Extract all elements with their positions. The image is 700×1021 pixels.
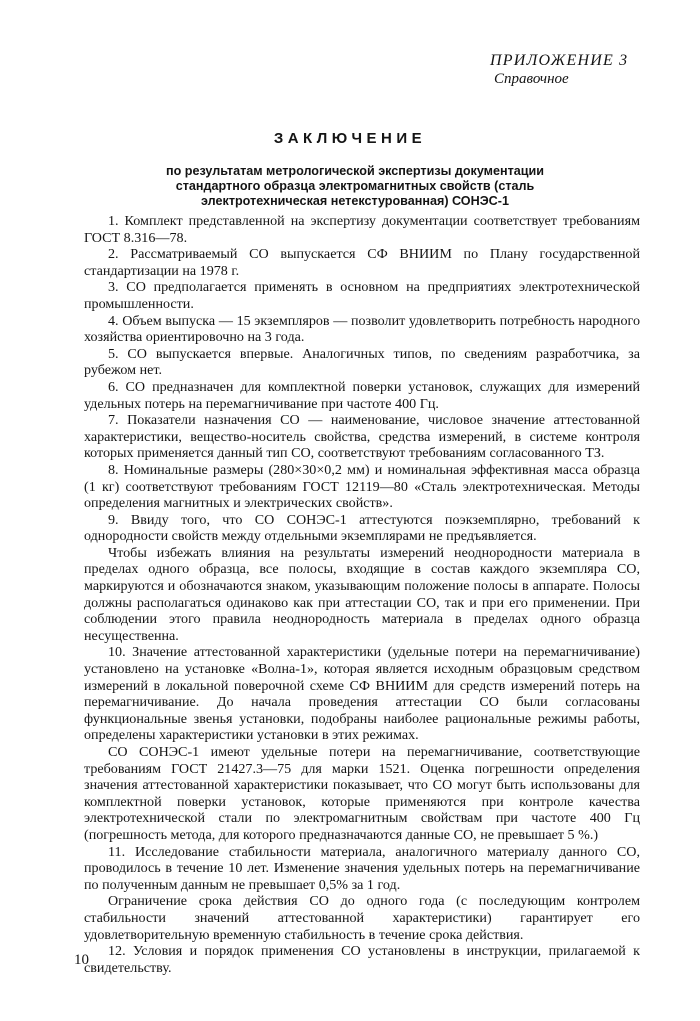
paragraph-5: 5. СО выпускается впервые. Аналогичных типов, по сведениям разработчика, за рубежом нет. bbox=[84, 345, 640, 379]
paragraph-2: 2. Рассматриваемый СО выпускается СФ ВНИИМ по Плану государственной стандартизации на 1978 г. bbox=[84, 246, 640, 279]
paragraph-4: 4. Объем выпуска — 15 экземпляров — позволит удовлетворить потребность народного хозяйства ориентировочно на 3 года. bbox=[84, 312, 640, 346]
paragraph-11-continued: Ограничение срока действия СО до одного года (с последующим контролем стабильности значений аттестованной характеристики) гарантирует его удовлетворительную временную стабильность в течение срока действия. bbox=[84, 893, 640, 943]
paragraph-1: 1. Комплект представленной на экспертизу документации соответствует требованиям ГОСТ 8.316—78. bbox=[84, 213, 640, 246]
appendix-subtitle: Справочное bbox=[494, 71, 569, 87]
appendix-title: ПРИЛОЖЕНИЕ 3 bbox=[490, 52, 629, 69]
subheading-line: электротехническая нетекстурованная) СОНЭС-1 bbox=[201, 194, 509, 208]
paragraph-3: 3. СО предполагается применять в основном на предприятиях электротехнической промышленности. bbox=[84, 279, 640, 312]
paragraph-9: 9. Ввиду того, что СО СОНЭС-1 аттестуются поэкземплярно, требований к однородности свойств между отдельными экземплярами не предъявляется. bbox=[84, 511, 640, 545]
paragraph-6: 6. СО предназначен для комплектной поверки установок, служащих для измерений удельных потерь на перемагничивание при частоте 400 Гц. bbox=[84, 378, 640, 412]
paragraph-9-continued: Чтобы избежать влияния на результаты измерений неоднородности материала в пределах одного образца, все полосы, входящие в состав каждого экземпляра СО, маркируются и обозначаются знаком, указывающим положение полосы в аппарате. Полосы должны располагаться одинаково как при аттестации СО, так и при его применении. При соблюдении этого правила неоднородность материала в пределах одного образца несущественна. bbox=[84, 544, 640, 644]
paragraph-10-continued: СО СОНЭС-1 имеют удельные потери на перемагничивание, соответствующие требованиям ГОСТ 21427.3—75 для марки 1521. Оценка погрешности определения значения аттестованной характеристики показывает, что СО могут быть использованы для комплектной поверки установок, которые применяются при контроле качества электротехнической стали по электромагнитным свойствам при частоте 400 Гц (погрешность метода, для которого предназначаются данные СО, не превышает 5 %.) bbox=[84, 744, 640, 843]
subheading-line: по результатам метрологической экспертизы документации bbox=[165, 164, 544, 178]
document-body bbox=[84, 213, 640, 976]
page-number: 10 bbox=[74, 952, 89, 968]
paragraph-12: 12. Условия и порядок применения СО установлены в инструкции, прилагаемой к свидетельству. bbox=[84, 943, 640, 976]
subheading-line: стандартного образца электромагнитных свойств (сталь bbox=[175, 179, 535, 193]
document-subheading bbox=[110, 164, 600, 209]
appendix-label bbox=[490, 52, 630, 88]
paragraph-8: 8. Номинальные размеры (280×30×0,2 мм) и номинальная эффективная масса образца (1 кг) соответствуют требованиям ГОСТ 12119—80 «Сталь электротехническая. Методы определения магнитных и электрических свойств». bbox=[84, 461, 640, 512]
paragraph-10: 10. Значение аттестованной характеристики (удельные потери на перемагничивание) установлено на установке «Волна-1», которая является исходным образцовым средством измерений в локальной поверочной схеме СФ ВНИИМ для средств измерений потерь на перемагничивание. До начала проведения аттестации СО были согласованы функциональные звенья установки, подобраны наиболее рациональные режимы работы, определены характеристики установки в этих режимах. bbox=[84, 644, 640, 744]
document-heading: ЗАКЛЮЧЕНИЕ bbox=[273, 130, 427, 147]
paragraph-7: 7. Показатели назначения СО — наименование, числовое значение аттестованной характеристики, вещество-носитель свойства, средства измерений, в системе контроля которых применяется данный тип СО, соответствуют требованиям согласованного ТЗ. bbox=[84, 412, 640, 462]
paragraph-11: 11. Исследование стабильности материала, аналогичного материалу данного СО, проводилось в течение 10 лет. Изменение значения удельных потерь на перемагничивание по полученным данным не превышает 0,5% за 1 год. bbox=[84, 843, 640, 893]
